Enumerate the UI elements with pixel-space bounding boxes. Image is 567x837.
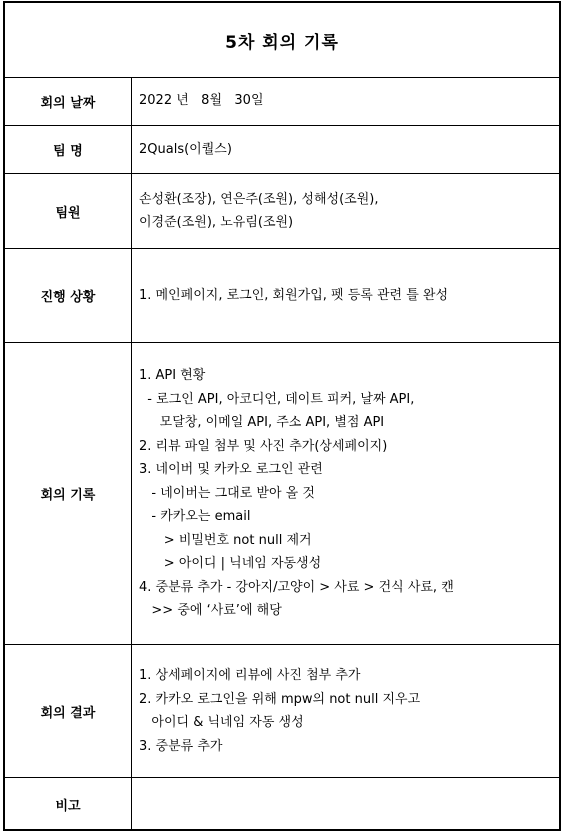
title-row [5, 3, 559, 78]
value-line: 2Quals(이퀄스) [139, 141, 232, 157]
row-label: 진행 상황 [5, 249, 132, 342]
row-value [139, 174, 551, 248]
value-line: > 아이디 | 닉네임 자동생성 [139, 556, 322, 572]
value-line: > 비밀번호 not null 제거 [139, 532, 312, 548]
row-label: 회의 날짜 [5, 77, 132, 125]
row-value [139, 126, 551, 173]
row-label: 회의 기록 [5, 343, 132, 644]
value-line: >> 중에 ‘사료’에 해당 [139, 603, 282, 619]
value-line: 4. 중분류 추가 - 강아지/고양이 > 사료 > 건식 사료, 캔 [139, 579, 454, 595]
row-value [139, 249, 551, 342]
value-line: - 네이버는 그대로 받아 올 것 [139, 485, 315, 501]
row-label: 회의 결과 [5, 645, 132, 777]
row-value [139, 645, 551, 777]
meeting-record-table [3, 1, 561, 831]
value-line: 2022 년 8월 30일 [139, 93, 264, 109]
row-value [139, 778, 551, 831]
row-meeting-results [5, 645, 559, 778]
row-label: 비고 [5, 778, 132, 831]
row-team-name [5, 126, 559, 174]
value-line: 손성환(조장), 연은주(조원), 성해성(조원), [139, 191, 379, 207]
row-team-members [5, 174, 559, 249]
value-line: 아이디 & 닉네임 자동 생성 [139, 715, 304, 730]
row-label: 팀원 [5, 174, 132, 248]
value-line: 2. 카카오 로그인을 위해 mpw의 not null 지우고 [139, 691, 421, 707]
value-line: - 로그인 API, 아코디언, 데이트 피커, 날짜 API, [139, 391, 415, 407]
value-line: 1. 메인페이지, 로그인, 회원가입, 펫 등록 관련 틀 완성 [139, 287, 449, 303]
value-line: 모달창, 이메일 API, 주소 API, 별점 API [139, 415, 385, 431]
page-title: 5차 회의 기록 [225, 32, 339, 53]
value-line: 이경준(조원), 노유림(조원) [139, 215, 294, 230]
row-remarks [5, 778, 559, 831]
value-line: 1. 상세페이지에 리뷰에 사진 첨부 추가 [139, 668, 361, 683]
value-line: 3. 중분류 추가 [139, 738, 223, 754]
row-label: 팀 명 [5, 126, 132, 173]
value-line: 2. 리뷰 파일 첨부 및 사진 추가(상세페이지) [139, 438, 388, 454]
row-value [139, 343, 551, 644]
row-meeting-notes [5, 343, 559, 645]
row-progress [5, 249, 559, 343]
value-line: 1. API 현황 [139, 368, 206, 384]
value-line: - 카카오는 email [139, 509, 251, 525]
value-line: 3. 네이버 및 카카오 로그인 관련 [139, 462, 323, 478]
row-meeting-date [5, 77, 559, 126]
row-value [139, 77, 551, 125]
